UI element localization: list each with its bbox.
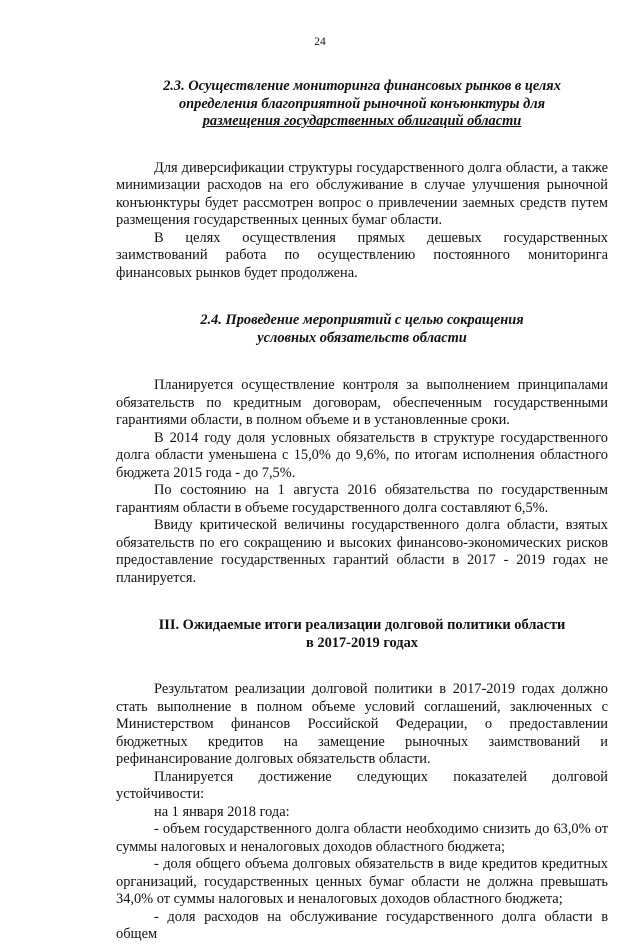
list-item: - доля общего объема долговых обязательств в виде кредитов кредитных организаций, государственных ценных бумаг области не должна превышать 34,0% от суммы налоговых и неналоговых доходов областного бюджета; <box>116 856 608 907</box>
paragraph: Результатом реализации долговой политики в 2017-2019 годах должно стать выполнение в полном объеме условий соглашений, заключенных с Министерством финансов Российской Федерации, о предоставлении бюджетных кредитов на замещение рыночных заимствований и рефинансирование долговых обязательств области. <box>116 681 608 767</box>
paragraph: Ввиду критической величины государственного долга области, взятых обязательств по его сокращению и высоких финансово-экономических рисков предоставление государственных гарантий области в 2017 - 2019 годах не планируется. <box>116 517 608 586</box>
section-3-title-line: III. Ожидаемые итоги реализации долговой политики области <box>158 617 566 633</box>
list-item: - объем государственного долга области необходимо снизить до 63,0% от суммы налоговых и неналоговых доходов областного бюджета; <box>116 821 608 855</box>
section-2-4-title-line: условных обязательств области <box>257 329 467 346</box>
document-body <box>116 78 608 944</box>
paragraph: В 2014 году доля условных обязательств в структуре государственного долга области уменьшена с 15,0% до 9,6%, по итогам исполнения областного бюджета 2015 года - до 7,5%. <box>116 429 608 481</box>
section-2-3-title-line: определения благоприятной рыночной конъюнктуры для <box>178 95 546 112</box>
paragraph: Планируется достижение следующих показателей долговой устойчивости: <box>116 768 608 802</box>
section-2-3-title <box>116 78 608 131</box>
paragraph: на 1 января 2018 года: <box>154 803 290 820</box>
list-item: - доля расходов на обслуживание государственного долга области в общем <box>116 908 608 942</box>
section-2-3-title-line: 2.3. Осуществление мониторинга финансовых рынков в целях <box>163 78 561 94</box>
paragraph: Для диверсификации структуры государственного долга области, а также минимизации расходов на его обслуживание в случае улучшения рыночной конъюнктуры будет рассмотрен вопрос о привлечении заемных средств путем размещения государственных ценных бумаг области. <box>116 159 608 228</box>
paragraph: По состоянию на 1 августа 2016 обязательства по государственным гарантиям области в объеме государственного долга составляют 6,5%. <box>116 482 608 516</box>
paragraph: Планируется осуществление контроля за выполнением принципалами обязательств по кредитным договорам, обеспеченным государственными гарантиями области, в полном объеме и в установленные сроки. <box>116 377 608 428</box>
paragraph: В целях осуществления прямых дешевых государственных заимствований работа по осуществлению постоянного мониторинга финансовых рынков будет продолжена. <box>116 229 608 281</box>
section-3-title <box>116 617 608 652</box>
section-2-3-title-line: размещения государственных облигаций области <box>202 113 522 129</box>
section-2-4-title <box>116 312 608 347</box>
page-number: 24 <box>314 36 326 48</box>
section-2-4-title-line: 2.4. Проведение мероприятий с целью сокращения <box>200 312 524 328</box>
section-3-title-line: в 2017-2019 годах <box>306 634 418 651</box>
